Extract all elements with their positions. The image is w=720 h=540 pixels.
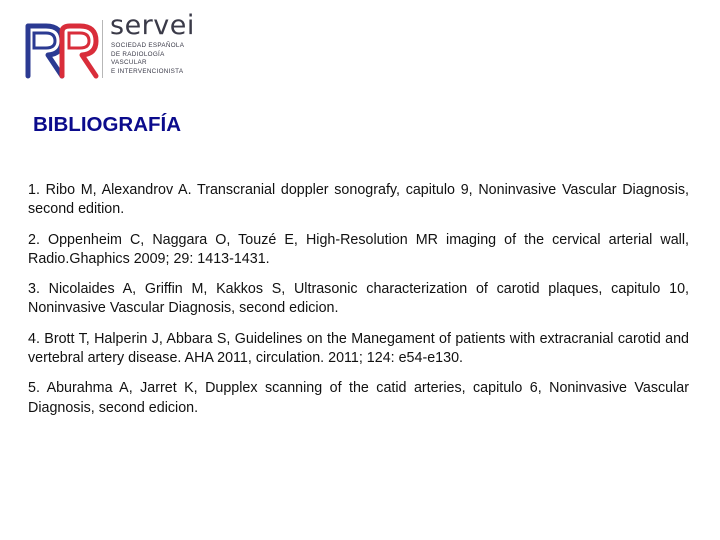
reference-list [28, 181, 689, 429]
page-title: BIBLIOGRAFÍA [33, 113, 182, 136]
reference-item: 2. Oppenheim C, Naggara O, Touzé E, High-Resolution MR imaging of the cervical arterial wall, Radio.Ghaphics 2009; 29: 1413-1431. [28, 231, 689, 267]
reference-item: 5. Aburahma A, Jarret K, Dupplex scanning of the catid arteries, capitulo 6, Noninvasive Vascular Diagnosis, second edicion. [28, 380, 689, 416]
reference-item: 4. Brott T, Halperin J, Abbara S, Guidelines on the Manegament of patients with extracranial carotid and vertebral artery disease. AHA 2011, circulation. 2011; 124: e54-e130. [28, 330, 689, 367]
logo-wordmark: servei [110, 10, 195, 41]
logo-subtitle-line: VASCULAR [111, 59, 147, 67]
logo-subtitle-line: DE RADIOLOGÍA [111, 50, 165, 58]
servei-logo [22, 10, 222, 80]
logo-subtitle-line: E INTERVENCIONISTA [111, 67, 184, 75]
reference-item: 1. Ribo M, Alexandrov A. Transcranial doppler sonografy, capitulo 9, Noninvasive Vascular Diagnosis, second edition. [28, 182, 689, 218]
rr-logo-mark-icon [22, 18, 102, 80]
reference-item: 3. Nicolaides A, Griffin M, Kakkos S, Ultrasonic characterization of carotid plaques, capitulo 10, Noninvasive Vascular Diagnosis, second edicion. [28, 281, 689, 317]
logo-subtitle [111, 42, 184, 76]
logo-divider [102, 20, 103, 78]
logo-subtitle-line: SOCIEDAD ESPAÑOLA [111, 42, 185, 49]
